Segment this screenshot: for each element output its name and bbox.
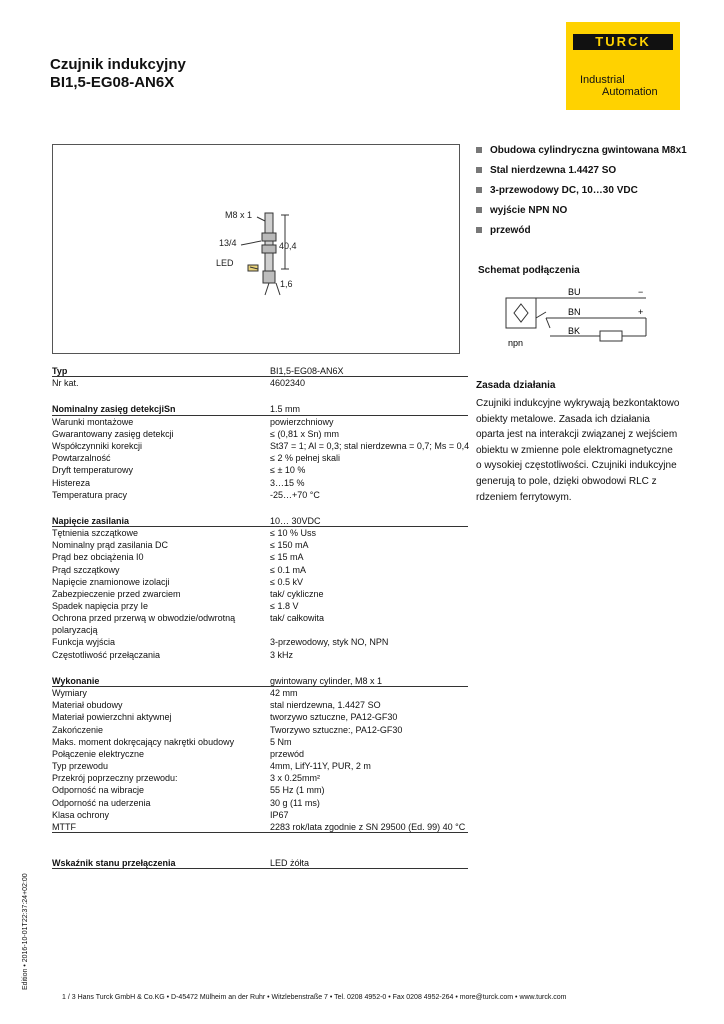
sensor-cap xyxy=(263,271,275,283)
table-row xyxy=(52,797,468,809)
row-key: Nr kat. xyxy=(52,378,79,389)
row-value: 3 kHz xyxy=(270,649,294,660)
row-value: 1.5 mm xyxy=(270,404,301,415)
row-value: 10… 30VDC xyxy=(270,515,321,526)
row-value: BI1,5-EG08-AN6X xyxy=(270,366,344,376)
row-key: Gwarantowany zasięg detekcji xyxy=(52,428,174,439)
row-value: St37 = 1; Al = 0,3; stal nierdzewna = 0,7; Ms = 0,4 xyxy=(270,440,470,451)
table-row xyxy=(52,736,468,748)
row-value: powierzchniowy xyxy=(270,416,334,427)
table-row xyxy=(52,564,468,576)
table-row xyxy=(52,527,468,539)
row-key: Napięcie znamionowe izolacji xyxy=(52,576,170,587)
row-value: ≤ 0.5 kV xyxy=(270,576,303,587)
row-key: Funkcja wyjścia xyxy=(52,637,116,648)
sensor-nut-1 xyxy=(262,233,276,241)
principle-title: Zasada działania xyxy=(476,380,556,391)
dim-thread: M8 x 1 xyxy=(225,210,253,220)
row-value: ≤ 15 mA xyxy=(270,552,304,563)
row-value: 42 mm xyxy=(270,687,298,698)
feature-list xyxy=(476,144,696,244)
table-row xyxy=(52,821,468,833)
table-row xyxy=(52,489,468,501)
row-key: Połączenie elektryczne xyxy=(52,748,145,759)
table-row xyxy=(52,772,468,784)
row-key: Spadek napięcia przy Ie xyxy=(52,601,149,612)
bullet-square-icon xyxy=(476,227,482,233)
table-row xyxy=(52,784,468,796)
feature-text: przewód xyxy=(490,225,531,236)
row-key: Dryft temperaturowy xyxy=(52,465,134,476)
cable xyxy=(265,283,269,295)
row-key: Zakończenie xyxy=(52,724,104,735)
row-value: 2283 rok/lata zgodnie z SN 29500 (Ed. 99) 40 °C xyxy=(270,822,466,832)
dim-wrench: 13/4 xyxy=(219,238,237,248)
row-key: Materiał powierzchni aktywnej xyxy=(52,712,172,723)
row-value: 4mm, LifY-11Y, PUR, 2 m xyxy=(270,761,371,772)
row-value: IP67 xyxy=(270,809,289,820)
table-row xyxy=(52,551,468,563)
table-row xyxy=(52,857,468,869)
page-title xyxy=(50,56,186,92)
bullet-square-icon xyxy=(476,187,482,193)
table-row xyxy=(52,711,468,723)
wire-bn: BN xyxy=(568,307,581,317)
row-value: 5 Nm xyxy=(270,736,292,747)
row-key: Przekrój poprzeczny przewodu: xyxy=(52,773,178,784)
table-row xyxy=(52,365,468,377)
bullet-square-icon xyxy=(476,167,482,173)
table-row xyxy=(52,464,468,476)
row-key: Materiał obudowy xyxy=(52,700,123,711)
supply-plus: + xyxy=(638,307,644,317)
feature-item xyxy=(476,184,696,198)
row-key: Współczynniki korekcji xyxy=(52,440,143,451)
feature-text: Stal nierdzewna 1.4427 SO xyxy=(490,165,617,176)
table-row xyxy=(52,377,468,389)
title-product-code: BI1,5-EG08-AN6X xyxy=(50,74,175,91)
wiring-svg xyxy=(478,284,678,350)
row-key: Wymiary xyxy=(52,687,87,698)
table-row xyxy=(52,403,468,415)
feature-item xyxy=(476,164,696,178)
logo-brand: TURCK xyxy=(573,34,673,50)
row-value: stal nierdzewna, 1.4427 SO xyxy=(270,700,381,711)
row-value: ≤ 10 % Uss xyxy=(270,528,316,539)
output-npn: npn xyxy=(508,338,524,348)
row-key: Nominalny zasięg detekcjiSn xyxy=(52,404,176,415)
feature-item xyxy=(476,224,696,238)
dim-led: LED xyxy=(216,258,234,268)
row-value: 30 g (11 ms) xyxy=(270,797,320,808)
row-key: Nominalny prąd zasilania DC xyxy=(52,540,169,551)
row-key: Zabezpieczenie przed zwarciem xyxy=(52,589,181,599)
table-row xyxy=(52,748,468,760)
feature-item xyxy=(476,144,696,158)
row-key: Typ xyxy=(52,366,68,376)
table-row xyxy=(52,416,468,428)
feature-item xyxy=(476,204,696,218)
row-value: 4602340 xyxy=(270,378,306,389)
title-product-type: Czujnik indukcyjny xyxy=(50,56,186,73)
bullet-square-icon xyxy=(476,147,482,153)
row-value: 3 x 0.25mm² xyxy=(270,773,321,784)
row-key: Odporność na uderzenia xyxy=(52,797,151,808)
row-value: Tworzywo sztuczne:, PA12-GF30 xyxy=(270,724,403,735)
tech-data-table xyxy=(52,365,468,869)
principle-text: Czujniki indukcyjne wykrywają bezkontaktowo obiekty metalowe. Zasada ich działania oparta jest na interakcji związanej z wejściem obiektu w zmienne pole elektromagnetyczne o wysokiej częstotliwości. Czujniki indukcyjne generują to pole, dzięki obwodowi RLC z rdzeniem ferrytowym. xyxy=(476,398,680,503)
row-key: Warunki montażowe xyxy=(52,416,134,427)
row-value: przewód xyxy=(270,748,305,759)
row-key: MTTF xyxy=(52,822,76,832)
table-row xyxy=(52,440,468,452)
row-key: Tętnienia szczątkowe xyxy=(52,528,139,539)
row-value: tworzywo sztuczne, PA12-GF30 xyxy=(270,712,398,723)
supply-minus: − xyxy=(638,287,644,297)
product-image-box xyxy=(52,144,460,354)
row-key: Typ przewodu xyxy=(52,761,109,772)
table-row xyxy=(52,699,468,711)
feature-text: wyjście NPN NO xyxy=(490,205,568,216)
row-key: Napięcie zasilania xyxy=(52,515,130,526)
row-value: ≤ 150 mA xyxy=(270,540,309,551)
row-value: 55 Hz (1 mm) xyxy=(270,785,325,796)
table-row xyxy=(52,539,468,551)
row-value: LED żółta xyxy=(270,858,310,869)
row-key: Częstotliwość przełączania xyxy=(52,649,161,660)
page-footer: 1 / 3 Hans Turck GmbH & Co.KG • D-45472 Mülheim an der Ruhr • Witzlebenstraße 7 • Tel. 0208 4952-0 • Fax 0208 4952-264 • more@turck.com • www.turck.com xyxy=(62,994,567,1001)
row-value: -25…+70 °C xyxy=(270,489,320,500)
table-row xyxy=(52,649,468,661)
row-value: ≤ 1.8 V xyxy=(270,601,299,612)
wire-bu: BU xyxy=(568,287,581,297)
logo-line2: Automation xyxy=(602,86,658,98)
row-key: Odporność na wibracje xyxy=(52,785,145,796)
table-row xyxy=(52,477,468,489)
row-value: ≤ (0,81 x Sn) mm xyxy=(270,428,339,439)
dim-tip: 1,6 xyxy=(280,279,293,289)
table-row xyxy=(52,452,468,464)
row-key: Powtarzalność xyxy=(52,453,111,464)
table-row xyxy=(52,612,468,636)
row-value: tak/ cykliczne xyxy=(270,589,324,599)
sensor-drawing xyxy=(53,145,459,353)
sensor-nut-2 xyxy=(262,245,276,253)
table-row xyxy=(52,675,468,687)
row-key: Prąd bez obciążenia I0 xyxy=(52,552,144,563)
table-row xyxy=(52,636,468,648)
row-value: 3-przewodowy, styk NO, NPN xyxy=(270,637,389,648)
row-key: Temperatura pracy xyxy=(52,489,128,500)
row-value: ≤ ± 10 % xyxy=(270,465,306,476)
feature-text: Obudowa cylindryczna gwintowana M8x1 xyxy=(490,145,687,156)
dim-length: 40,4 xyxy=(279,241,297,251)
row-value: tak/ całkowita xyxy=(270,613,325,624)
row-key: Maks. moment dokręcający nakrętki obudowy xyxy=(52,736,235,747)
row-value: ≤ 2 % pełnej skali xyxy=(270,453,340,464)
table-row xyxy=(52,760,468,772)
row-key: Wskaźnik stanu przełączenia xyxy=(52,858,176,869)
table-row xyxy=(52,687,468,699)
row-value: 3…15 % xyxy=(270,477,305,488)
row-key: Wykonanie xyxy=(52,675,100,686)
sensor-thread-body xyxy=(265,213,273,271)
row-key: Klasa ochrony xyxy=(52,809,110,820)
row-key: Histereza xyxy=(52,477,91,488)
row-value: gwintowany cylinder, M8 x 1 xyxy=(270,675,383,686)
table-row xyxy=(52,515,468,527)
table-row xyxy=(52,428,468,440)
turck-logo xyxy=(566,22,680,110)
table-row xyxy=(52,809,468,821)
row-key: Ochrona przed przerwą w obwodzie/odwrotną polaryzacją xyxy=(52,613,236,636)
feature-text: 3-przewodowy DC, 10…30 VDC xyxy=(490,185,638,196)
row-value: ≤ 0.1 mA xyxy=(270,564,306,575)
table-row xyxy=(52,588,468,600)
edition-stamp: Edition • 2016-10-01T22:37:24+02:00 xyxy=(22,873,29,990)
row-key: Prąd szczątkowy xyxy=(52,564,120,575)
logo-line1: Industrial xyxy=(580,74,625,86)
wiring-title: Schemat podłączenia xyxy=(478,265,580,276)
table-row xyxy=(52,600,468,612)
table-row xyxy=(52,724,468,736)
bullet-square-icon xyxy=(476,207,482,213)
table-row xyxy=(52,576,468,588)
wiring-diagram xyxy=(478,284,678,355)
wire-bk: BK xyxy=(568,326,581,336)
